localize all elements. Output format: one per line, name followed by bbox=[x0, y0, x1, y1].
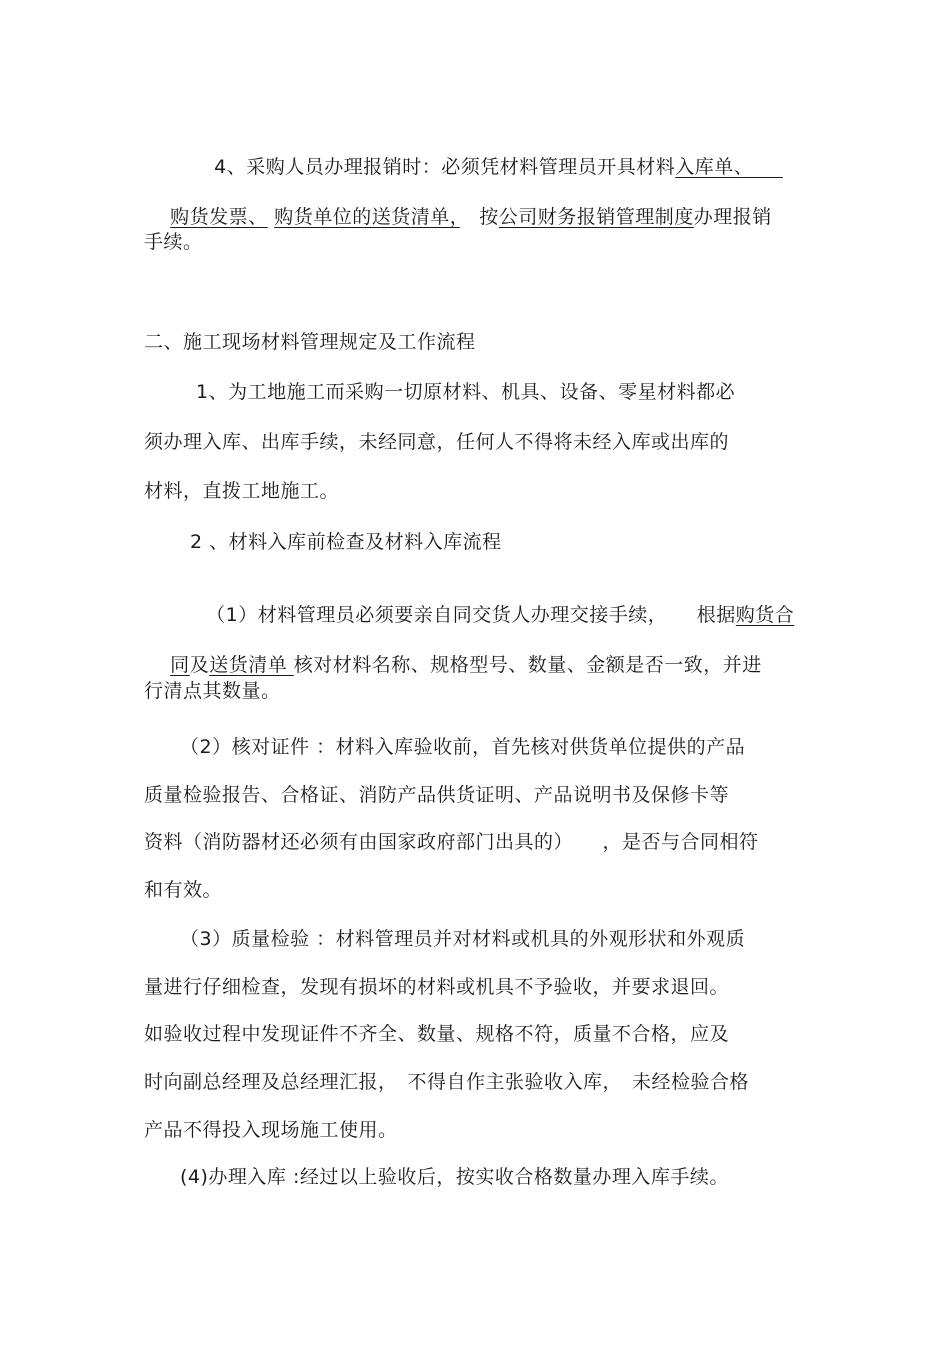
sub3-line-4: 时向副总经理及总经理汇报， 不得自作主张验收入库， 未经检验合格 bbox=[144, 1071, 750, 1093]
underlined-purchase-invoice: 购货发票、 bbox=[170, 206, 268, 228]
text-run: 4、采购人员办理报销时：必须凭材料管理员开具材料 bbox=[214, 156, 676, 178]
sub3-line-3: 如验收过程中发现证件不齐全、数量、规格不符，质量不合格，应及 bbox=[144, 1023, 730, 1045]
sub3-line-1: （3）质量检验 ：材料管理员并对材料或机具的外观形状和外观质 bbox=[180, 928, 746, 950]
sub3-line-5: 产品不得投入现场施工使用。 bbox=[144, 1119, 398, 1141]
underlined-delivery-list: 送货清单 bbox=[209, 654, 294, 676]
sub2-line-1: （2）核对证件 ：材料入库验收前，首先核对供货单位提供的产品 bbox=[180, 736, 746, 758]
underlined-purchase-contract: 购货合 bbox=[735, 604, 795, 626]
underlined-finance-policy: 公司财务报销管理制度 bbox=[498, 206, 694, 228]
sub2-line-4: 和有效。 bbox=[144, 879, 223, 901]
text-run: 及 bbox=[189, 654, 210, 676]
sub2-line-2: 质量检验报告、合格证、消防产品供货证明、产品说明书及保修卡等 bbox=[144, 784, 730, 806]
reimbursement-line-3: 手续。 bbox=[144, 231, 203, 253]
text-run: （1）材料管理员必须要亲自同交货人办理交接手续， 根据 bbox=[206, 604, 736, 626]
section-heading: 二、施工现场材料管理规定及工作流程 bbox=[144, 331, 476, 353]
text-run: 办理报销 bbox=[693, 206, 772, 228]
sub4-line-1: (4)办理入库 :经过以上验收后，按实收合格数量办理入库手续。 bbox=[180, 1166, 729, 1188]
text-run: 核对材料名称、规格型号、数量、金额是否一致，并进 bbox=[293, 654, 762, 676]
item1-line-2: 须办理入库、出库手续，未经同意，任何人不得将未经入库或出库的 bbox=[144, 431, 730, 453]
item1-line-1: 1、为工地施工而采购一切原材料、机具、设备、零星材料都必 bbox=[196, 381, 736, 403]
sub3-line-2: 量进行仔细检查，发现有损坏的材料或机具不予验收，并要求退回。 bbox=[144, 976, 730, 998]
item2-heading: 2 、材料入库前检查及材料入库流程 bbox=[190, 531, 502, 553]
underline-blank bbox=[744, 156, 783, 178]
underlined-contract-end: 同 bbox=[170, 654, 190, 676]
sub2-line-3: 资料（消防器材还必须有由国家政府部门出具的） ，是否与合同相符 bbox=[144, 831, 759, 853]
sub1-line-3: 行清点其数量。 bbox=[144, 680, 281, 702]
item1-line-3: 材料，直拨工地施工。 bbox=[144, 480, 340, 502]
underlined-warehouse-receipt: 入库单、 bbox=[675, 156, 744, 178]
reimbursement-line-2 bbox=[144, 181, 772, 253]
underlined-delivery-list: 购货单位的送货清单， bbox=[274, 206, 460, 228]
text-run: 按 bbox=[459, 206, 499, 228]
